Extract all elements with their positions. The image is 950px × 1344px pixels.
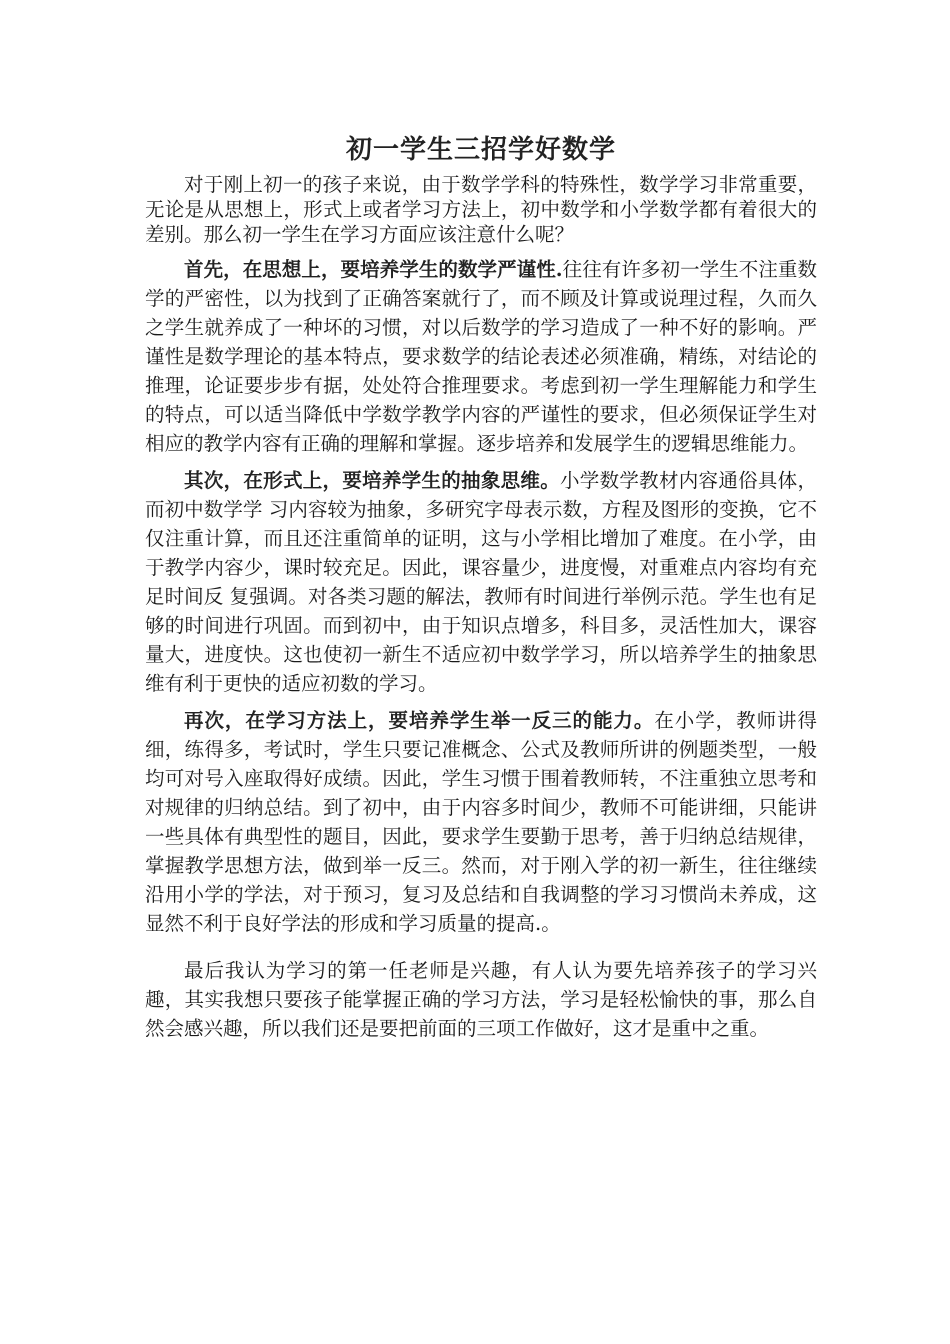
section-body-1: 往往有许多初一学生不注重数学的严密性，以为找到了正确答案就行了，而不顾及计算或说理过程，久而久之学生就养成了一种坏的习惯，对以后数学的学习造成了一种不好的影响。严谨性是数学理论的基本特点，要求数学的结论表述必须准确，精练，对结论的推理，论证要步步有据，处处符合推理要求。考虑到初一学生理解能力和学生的特点，可以适当降低中学数学教学内容的严谨性的要求，但必须保证学生对相应的教学内容有正确的理解和掌握。逐步培养和发展学生的逻辑思维能力。 xyxy=(145,258,817,455)
section-lead-3: 再次，在学习方法上，要培养学生举一反三的能力。 xyxy=(184,709,655,732)
conclusion-paragraph: 最后我认为学习的第一任老师是兴趣，有人认为要先培养孩子的学习兴趣，其实我想只要孩子能掌握正确的学习方法，学习是轻松愉快的事，那么自然会感兴趣，所以我们还是要把前面的三项工作做好，这才是重中之重。 xyxy=(145,959,817,1040)
spacer xyxy=(145,698,817,706)
section-paragraph-2 xyxy=(145,466,817,698)
spacer xyxy=(145,938,817,956)
section-paragraph-3 xyxy=(145,706,817,938)
intro-paragraph: 对于刚上初一的孩子来说，由于数学学科的特殊性，数学学习非常重要，无论是从思想上，形式上或者学习方法上，初中数学和小学数学都有着很大的差别。那么初一学生在学习方面应该注意什么呢？ xyxy=(145,173,817,246)
section-paragraph-1 xyxy=(145,255,817,458)
spacer xyxy=(145,458,817,466)
spacer xyxy=(145,247,817,255)
section-lead-2: 其次，在形式上，要培养学生的抽象思维。 xyxy=(184,469,560,492)
document-page xyxy=(145,130,817,1043)
section-body-2: 小学数学教材内容通俗具体，而初中数学学 习内容较为抽象，多研究字母表示数，方程及图形的变换，它不仅注重计算，而且还注重简单的证明，这与小学相比增加了难度。在小学，由于教学内容少，课时较充足。因此，课容量少，进度慢，对重难点内容均有充足时间反 复强调。对各类习题的解法，教师有时间进行举例示范。学生也有足够的时间进行巩固。而到初中，由于知识点增多，科目多，灵活性加大，课容量大，进度快。这也使初一新生不适应初中数学学习，所以培养学生的抽象思维有利于更快的适应初数的学习。 xyxy=(145,469,817,695)
section-lead-1: 首先，在思想上，要培养学生的数学严谨性. xyxy=(184,258,563,281)
document-title: 初一学生三招学好数学 xyxy=(345,135,616,165)
section-body-3: 在小学，教师讲得细，练得多，考试时，学生只要记准概念、公式及教师所讲的例题类型，一般均可对号入座取得好成绩。因此，学生习惯于围着教师转，不注重独立思考和对规律的归纳总结。到了初中，由于内容多时间少，教师不可能讲细，只能讲一些具体有典型性的题目，因此，要求学生要勤于思考，善于归纳总结规律，掌握教学思想方法，做到举一反三。然而，对于刚入学的初一新生，往往继续沿用小学的学法，对于预习，复习及总结和自我调整的学习习惯尚未养成，这显然不利于良好学法的形成和学习质量的提高.。 xyxy=(145,709,817,935)
